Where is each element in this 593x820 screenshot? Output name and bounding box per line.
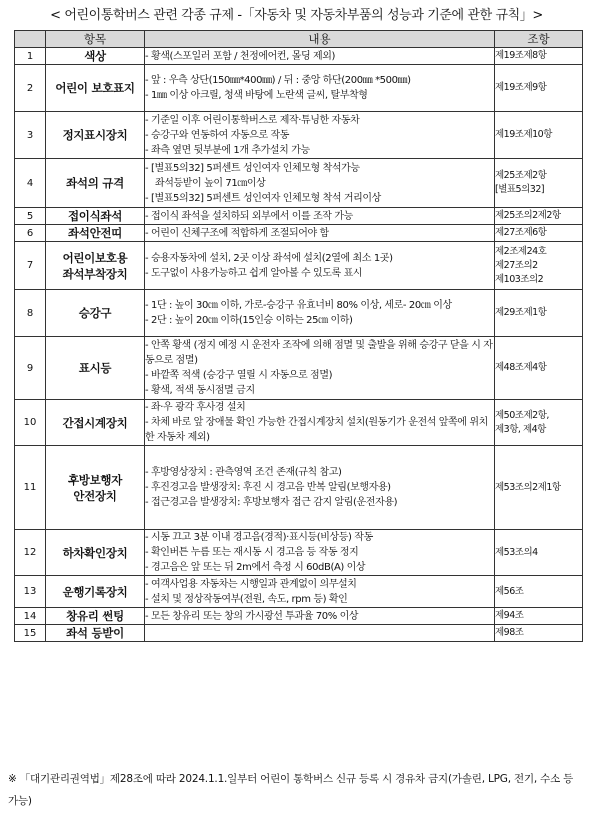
item-line: 후방보행자: [67, 472, 123, 487]
row-article: [495, 608, 583, 625]
row-number: 3: [15, 112, 46, 159]
row-content: [145, 608, 495, 625]
content-line: - 바깥쪽 적색 (승강구 열릴 시 자동으로 점멸): [145, 370, 333, 381]
item-line: 어린이보호용: [62, 250, 128, 265]
article-line: 제19조제9항: [495, 82, 547, 93]
row-number: 14: [15, 608, 46, 625]
row-content: [145, 242, 495, 290]
row-number: 5: [15, 208, 46, 225]
item-line: 정지표시장치: [62, 128, 128, 142]
table-row: [15, 208, 583, 225]
item-line: 운행기록장치: [62, 584, 128, 599]
row-article: [495, 625, 583, 642]
table-row: [15, 530, 583, 576]
header-article: 조항: [495, 31, 583, 48]
row-item: [46, 65, 145, 112]
table-row: [15, 400, 583, 446]
table-row: [15, 608, 583, 625]
article-line: 제53조의2제1항: [495, 481, 561, 493]
table-row: [15, 159, 583, 208]
content-line: - 1㎜ 이상 아크릴, 청색 바탕에 노란색 글씨, 탈부착형: [145, 90, 368, 101]
article-line: 제50조제2항,: [495, 409, 549, 421]
row-content: [145, 290, 495, 337]
table-row: [15, 625, 583, 642]
article-line: 제56조: [495, 585, 524, 597]
table-row: [15, 446, 583, 530]
row-item: [46, 337, 145, 400]
table-row: [15, 290, 583, 337]
row-item: [46, 225, 145, 242]
article-line: 제29조제1항: [495, 307, 547, 318]
item-line: 간접시계장치: [62, 415, 128, 430]
row-content: [145, 337, 495, 400]
row-article: [495, 65, 583, 112]
row-article: [495, 400, 583, 446]
row-content: [145, 159, 495, 208]
item-line: 좌석안전띠: [67, 226, 123, 240]
row-content: [145, 208, 495, 225]
item-line: 접이식좌석: [67, 209, 123, 223]
content-line: - 시동 끄고 3분 이내 경고음(경적)·표시등(비상등) 작동: [145, 532, 373, 543]
content-line: - 승강구와 연동하여 자동으로 작동: [145, 129, 289, 141]
table-row: [15, 337, 583, 400]
article-line: 제53조의4: [495, 546, 538, 558]
content-line: - 확인버튼 누름 또는 재시동 시 경고음 등 작동 정지: [145, 547, 359, 558]
table-row: [15, 48, 583, 65]
article-line: 제98조: [495, 627, 524, 638]
row-article: [495, 112, 583, 159]
content-line: - [별표5의32] 5퍼센트 성인여자 인체모형 착석 거리이상: [145, 192, 381, 204]
article-line: 제27조제6항: [495, 227, 547, 238]
item-line: 좌석 등받이: [66, 626, 124, 640]
table-header-row: [15, 31, 583, 48]
content-line: - [별표5의32] 5퍼센트 성인여자 인체모형 착석가능: [145, 162, 360, 174]
row-item: [46, 159, 145, 208]
content-line: - 접근경고음 발생장치: 후방보행자 접근 감지 알림(운전자용): [145, 497, 398, 508]
row-number: 8: [15, 290, 46, 337]
row-content: [145, 48, 495, 65]
footnote: ※ 「대기관리권역법」제28조에 따라 2024.1.1.일부터 어린이 통학버스 신규 등록 시 경유차 금지(가솔린, LPG, 전기, 수소 등 가능): [8, 773, 574, 807]
article-line: 제94조: [495, 610, 524, 621]
content-line: - 2단 : 높이 20㎝ 이하(15인승 이하는 25㎝ 이하): [145, 315, 353, 326]
row-article: [495, 576, 583, 608]
table-row: [15, 576, 583, 608]
article-line: [별표5의32]: [495, 184, 545, 195]
row-content: [145, 65, 495, 112]
content-line: - 후방영상장치 : 관측영역 조건 존재(규칙 참고): [145, 467, 342, 478]
item-line: 어린이 보호표지: [55, 81, 135, 95]
row-item: [46, 446, 145, 530]
article-line: 제3항, 제4항: [495, 423, 546, 435]
content-line: - 후진경고음 발생장치: 후진 시 경고음 반복 알림(보행자용): [145, 482, 391, 493]
header-content: 내용: [145, 31, 495, 48]
page-title: < 어린이통학버스 관련 각종 규제 -「자동차 및 자동차부품의 성능과 기준에 관한 규칙」>: [50, 8, 543, 23]
row-number: 2: [15, 65, 46, 112]
row-item: [46, 112, 145, 159]
row-number: 10: [15, 400, 46, 446]
item-line: 좌석부착장치: [62, 266, 128, 281]
row-content: [145, 400, 495, 446]
row-number: 7: [15, 242, 46, 290]
content-line: - 안쪽 황색 (정지 예정 시 운전자 조작에 의해 점멸 및 출발을 위해 승강구 닫을 시 자동으로 점멸): [145, 340, 493, 366]
content-line: - 1단 : 높이 30㎝ 이하, 가로-승강구 유효너비 80% 이상, 세로- 20㎝ 이상: [145, 300, 452, 311]
article-line: 제27조의2: [495, 259, 538, 271]
content-line: - 경고음은 앞 또는 뒤 2m에서 측정 시 60dB(A) 이상: [145, 562, 366, 573]
row-content: [145, 112, 495, 159]
row-article: [495, 446, 583, 530]
content-line: - 어린이 신체구조에 적합하게 조절되어야 함: [145, 227, 329, 239]
article-line: 제19조제10항: [495, 129, 552, 140]
row-number: 6: [15, 225, 46, 242]
row-item: [46, 608, 145, 625]
row-number: 12: [15, 530, 46, 576]
content-line: - 여객사업용 자동차는 시행일과 관계없이 의무설치: [145, 578, 357, 590]
row-number: 15: [15, 625, 46, 642]
content-line: - 도구없이 사용가능하고 쉽게 알아볼 수 있도록 표시: [145, 267, 363, 279]
row-item: [46, 290, 145, 337]
row-article: [495, 159, 583, 208]
item-line: 좌석의 규격: [66, 176, 124, 190]
row-item: [46, 242, 145, 290]
item-line: 승강구: [78, 306, 112, 320]
content-line: - 승용자동차에 설치, 2곳 이상 좌석에 설치(2열에 최소 1곳): [145, 252, 393, 264]
article-line: 제2조제24호: [495, 245, 547, 257]
item-line: 하차확인장치: [62, 545, 128, 560]
item-line: 안전장치: [73, 488, 117, 503]
row-number: 9: [15, 337, 46, 400]
article-line: 제103조의2: [495, 273, 544, 285]
row-article: [495, 225, 583, 242]
row-number: 13: [15, 576, 46, 608]
header-number: [15, 31, 46, 48]
row-article: [495, 530, 583, 576]
row-item: [46, 48, 145, 65]
row-number: 1: [15, 48, 46, 65]
content-line: 좌석등받이 높이 71㎝이상: [155, 177, 266, 189]
item-line: 색상: [84, 49, 106, 63]
row-article: [495, 242, 583, 290]
item-line: 창유리 썬팅: [66, 609, 124, 623]
content-line: - 차체 바로 앞 장애물 확인 가능한 간접시계장치 설치(원동기가 운전석 앞쪽에 위치한 자동차 제외): [145, 417, 488, 443]
row-content: [145, 225, 495, 242]
article-line: 제25조제2항: [495, 170, 547, 181]
item-line: 표시등: [78, 361, 112, 375]
row-number: 4: [15, 159, 46, 208]
regulation-table: [14, 30, 583, 642]
table-row: [15, 225, 583, 242]
row-number: 11: [15, 446, 46, 530]
content-line: - 모든 창유리 또는 창의 가시광선 투과율 70% 이상: [145, 610, 359, 622]
row-item: [46, 208, 145, 225]
row-item: [46, 625, 145, 642]
article-line: 제25조의2제2항: [495, 210, 561, 221]
content-line: - 황색(스포일러 포함 / 천정에어컨, 몰딩 제외): [145, 50, 336, 62]
row-item: [46, 576, 145, 608]
content-line: - 설치 및 정상작동여부(전원, 속도, rpm 등) 확인: [145, 593, 348, 605]
row-content: [145, 530, 495, 576]
table-row: [15, 112, 583, 159]
row-content: [145, 446, 495, 530]
article-line: 제19조제8항: [495, 50, 547, 61]
header-item: 항목: [46, 31, 145, 48]
content-line: - 접이식 좌석을 설치하되 외부에서 이를 조작 가능: [145, 210, 353, 222]
content-line: - 황색, 적색 동시점멸 금지: [145, 385, 255, 396]
content-line: - 기준일 이후 어린이통학버스로 제작·튜닝한 자동차: [145, 114, 360, 126]
table-row: [15, 242, 583, 290]
row-article: [495, 290, 583, 337]
row-article: [495, 337, 583, 400]
row-item: [46, 400, 145, 446]
row-item: [46, 530, 145, 576]
article-line: 제48조제4항: [495, 362, 547, 373]
content-line: - 좌측 옆면 뒷부분에 1개 추가설치 가능: [145, 144, 310, 156]
row-content: [145, 625, 495, 642]
row-content: [145, 576, 495, 608]
row-article: [495, 208, 583, 225]
row-article: [495, 48, 583, 65]
table-row: [15, 65, 583, 112]
content-line: - 좌·우 광각 후사경 설치: [145, 402, 246, 413]
content-line: - 앞 : 우측 상단(150㎜*400㎜) / 뒤 : 중앙 하단(200㎜ *500㎜): [145, 75, 411, 86]
